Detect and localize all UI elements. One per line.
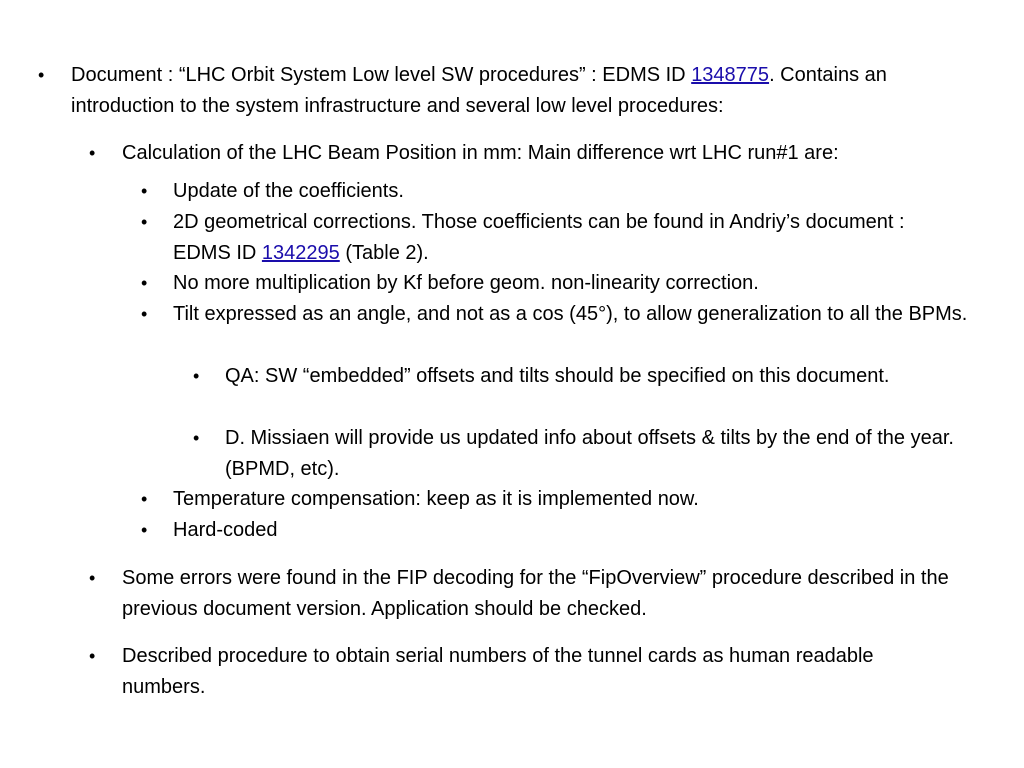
bullet-item-document: [71, 60, 991, 121]
bullet-glyph: •: [141, 520, 148, 540]
bullet-item-temperature: Temperature compensation: keep as it is implemented now.: [173, 488, 699, 510]
geometrical-text-after: (Table 2).: [339, 241, 429, 264]
bullet-item-calculation: Calculation of the LHC Beam Position in mm: Main difference wrt LHC run#1 are:: [122, 142, 839, 164]
bullet-glyph: •: [89, 143, 96, 163]
document-text-before: Document : “LHC Orbit System Low level SW procedures” : EDMS ID: [71, 64, 692, 86]
bullet-glyph: •: [193, 366, 200, 386]
bullet-glyph: •: [141, 304, 148, 324]
bullet-glyph: •: [89, 568, 96, 588]
bullet-item-qa: QA: SW “embedded” offsets and tilts should be specified on this document.: [225, 365, 890, 387]
edms-link-1348775[interactable]: 1348775: [691, 64, 770, 86]
bullet-glyph: •: [141, 181, 148, 201]
bullet-item-no-more: No more multiplication by Kf before geom. non-linearity correction.: [173, 272, 759, 294]
bullet-item-geometrical: [173, 207, 933, 268]
edms-link-1342295[interactable]: 1342295: [261, 241, 340, 264]
bullet-item-serial: Described procedure to obtain serial numbers of the tunnel cards as human readable numbers.: [122, 645, 874, 698]
bullet-item-hard-coded: Hard-coded: [173, 519, 278, 541]
bullet-item-tilt: Tilt expressed as an angle, and not as a cos (45°), to allow generalization to all the BPMs.: [173, 303, 968, 325]
bullet-glyph: •: [141, 273, 148, 293]
geometrical-text-before: 2D geometrical corrections. Those coefficients can be found in Andriy’s document : EDMS ID: [173, 211, 905, 264]
bullet-glyph: •: [89, 646, 96, 666]
bullet-item-errors: Some errors were found in the FIP decoding for the “FipOverview” procedure described in the previous document version. Application should be checked.: [122, 567, 949, 620]
bullet-glyph: •: [141, 489, 148, 509]
bullet-item-missiaen: D. Missiaen will provide us updated info about offsets & tilts by the end of the year. (BPMD, etc).: [225, 427, 954, 480]
bullet-glyph: •: [141, 212, 148, 232]
bullet-glyph: •: [38, 65, 45, 85]
document-text-after: . Contains an introduction to the system infrastructure and several low level procedures:: [71, 64, 887, 117]
bullet-item-update: Update of the coefficients.: [173, 180, 404, 202]
bullet-glyph: •: [193, 428, 200, 448]
